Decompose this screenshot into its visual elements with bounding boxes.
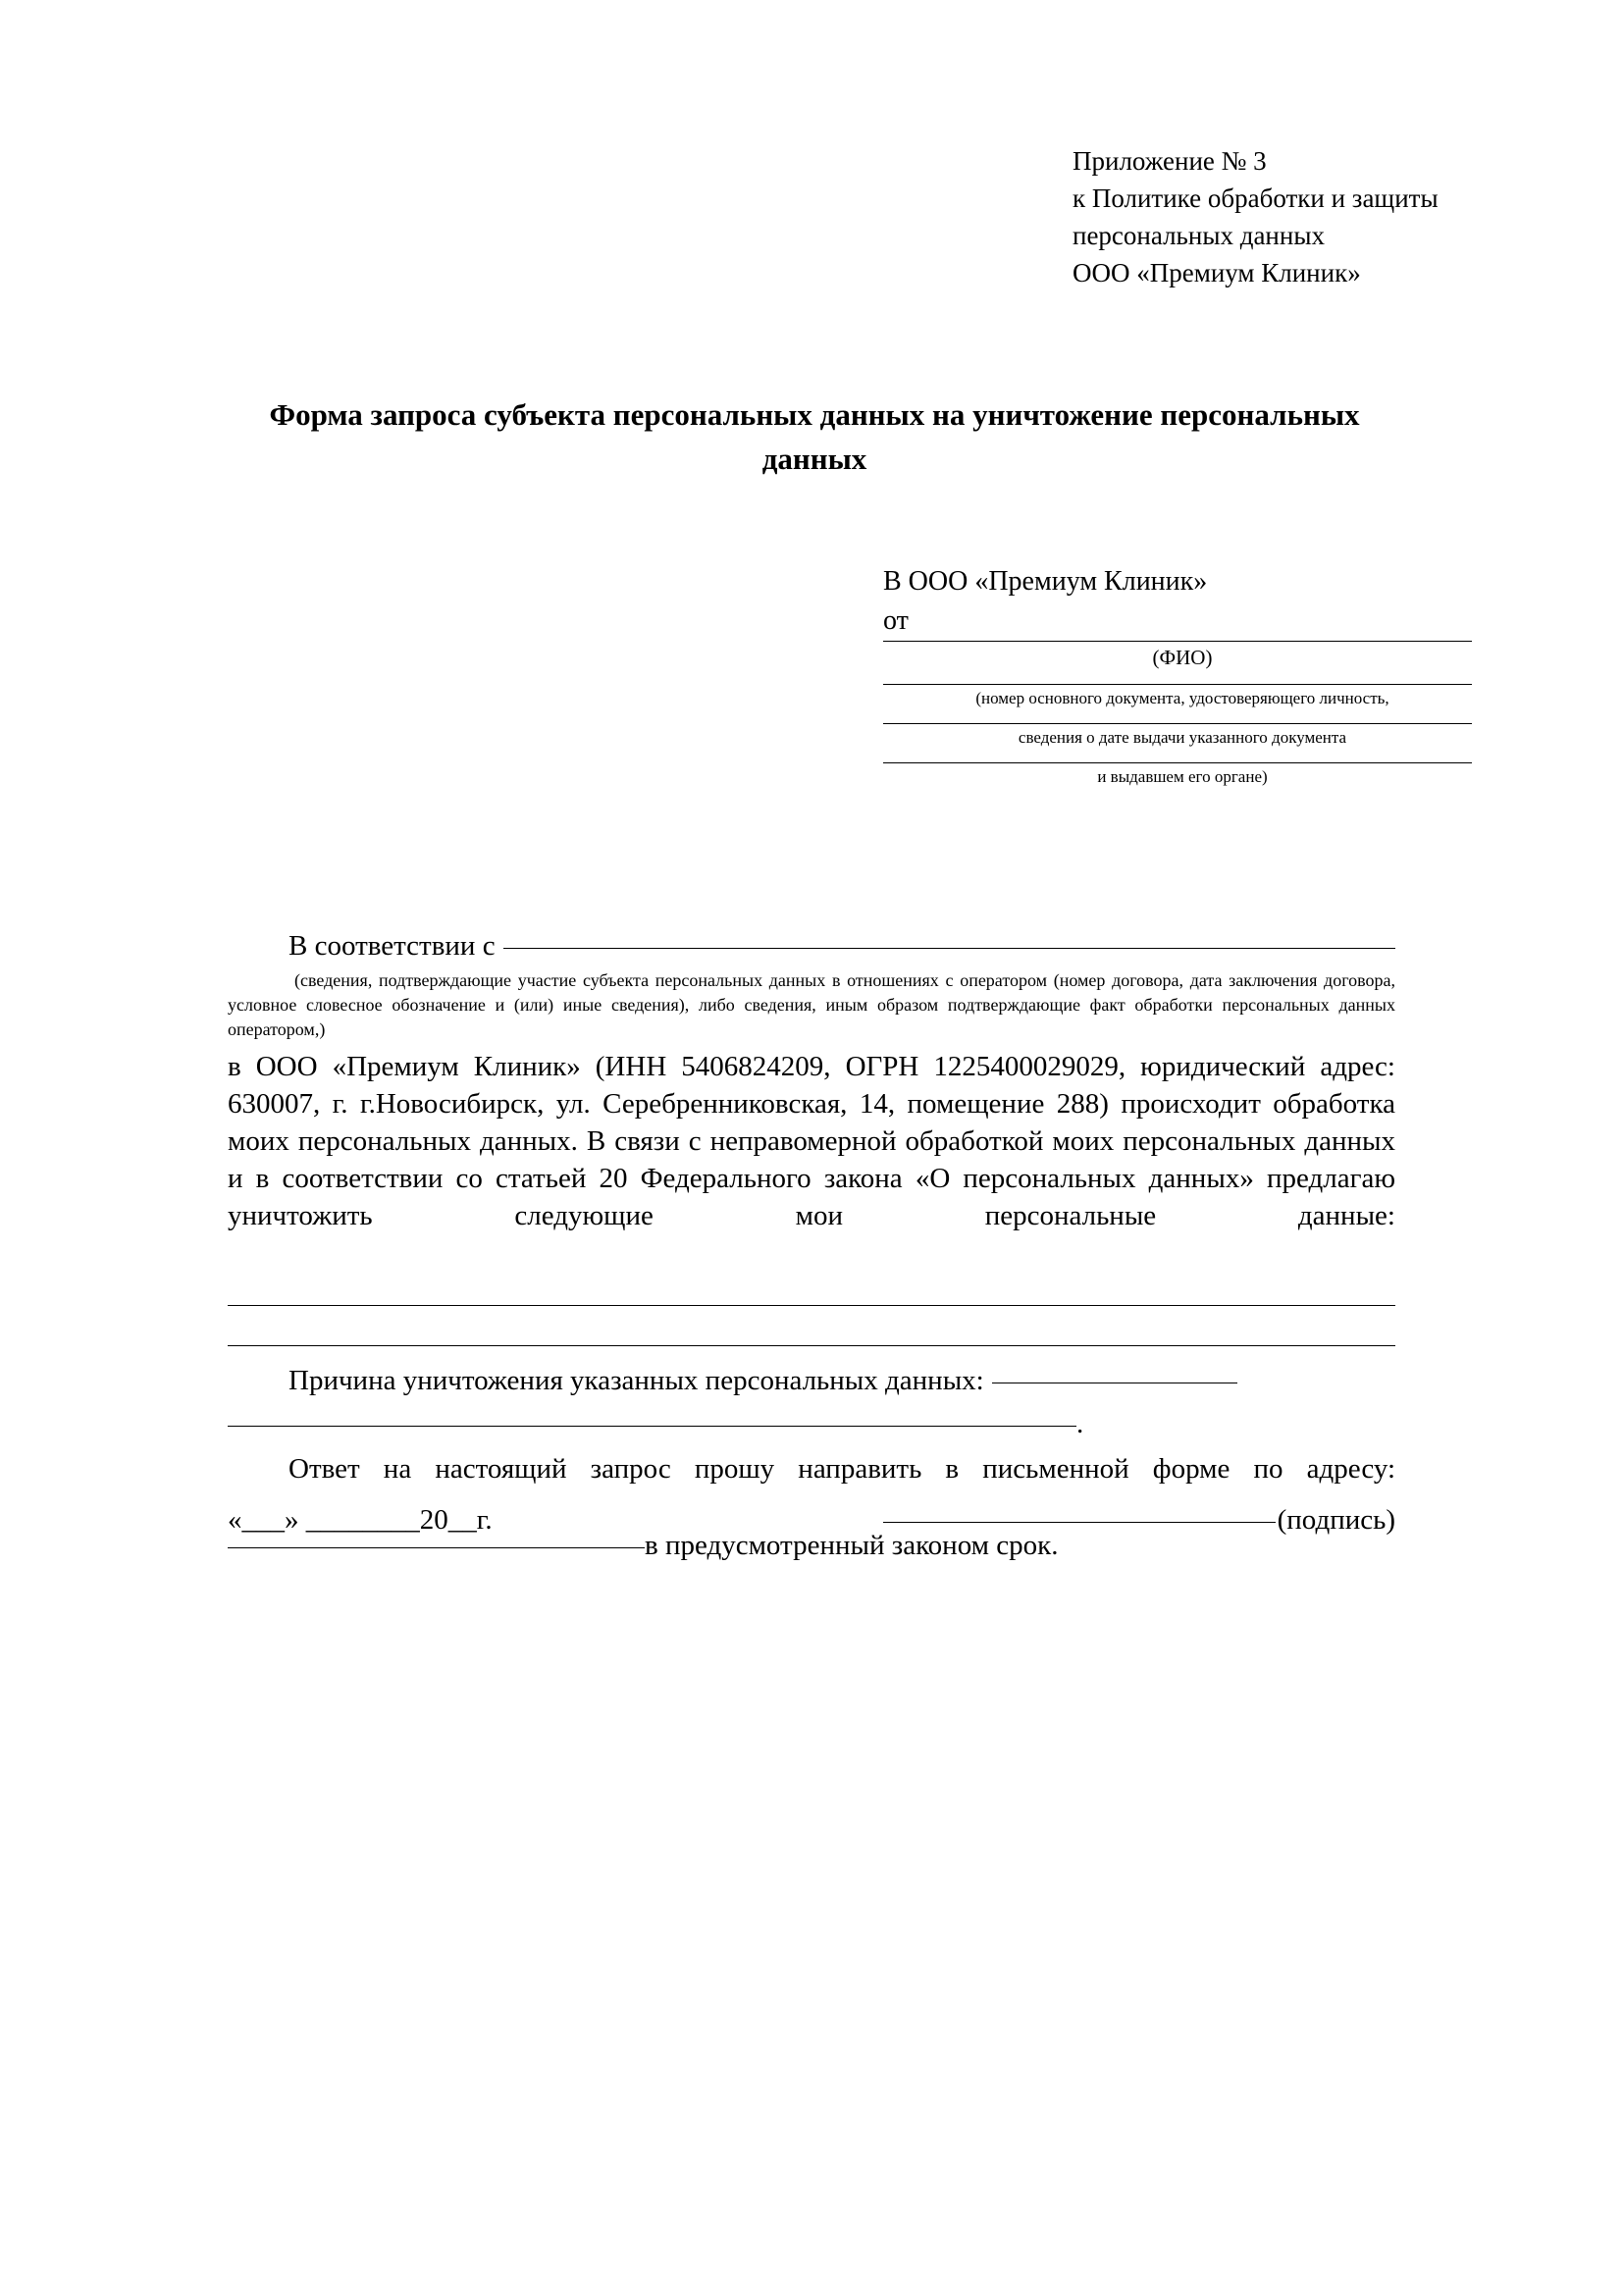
page-title-line-1: Форма запроса субъекта персональных данных на уничтожение [269, 397, 1153, 432]
document-number-caption: (номер основного документа, удостоверяющего личность, [975, 689, 1389, 707]
in-accordance-label: В соответствии с [288, 930, 496, 962]
reason-input-line-2[interactable] [228, 1426, 1076, 1427]
appendix-reference [1073, 142, 1563, 291]
main-paragraph: в ООО «Премиум Клиник» (ИНН 5406824209, ОГРН 1225400029029, юридический адрес: 630007, г. г.Новосибирск, ул. Серебренниковская, 14, помещение 288) происходит обработка моих персональных данных. В связи с неправомерной обработкой моих персональных данных и в соответствии со статьей 20 Федерального закона «О персональных данных» предлагаю уничтожить следующие мои персональные данные: [228, 1051, 1395, 1231]
reason-label: Причина уничтожения указанных персональных данных: [288, 1365, 984, 1396]
reason-period: . [1076, 1408, 1084, 1439]
document-body [228, 927, 1395, 1564]
data-list-line-1[interactable] [228, 1305, 1395, 1306]
document-date-caption: сведения о дате выдачи указанного документа [1018, 728, 1347, 747]
in-accordance-note [228, 968, 1395, 1042]
reason-tail-row [228, 1405, 1395, 1442]
document-number-input-line[interactable] [883, 684, 1472, 685]
signature-row [228, 1501, 1395, 1539]
answer-paragraph-text: Ответ на настоящий запрос прошу направить в письменной форме по адресу: [288, 1453, 1395, 1485]
addressee-from-label: от [883, 605, 909, 636]
signature-field-group [883, 1501, 1395, 1539]
fio-input-line[interactable] [883, 641, 1472, 642]
document-date-input-line[interactable] [883, 723, 1472, 724]
appendix-line-4: ООО «Премиум Клиник» [1073, 258, 1361, 287]
signature-caption: (подпись) [1277, 1504, 1395, 1536]
answer-address-input-line[interactable] [228, 1547, 645, 1548]
fio-caption: (ФИО) [1152, 646, 1213, 669]
addressee-organization: В ООО «Премиум Клиник» [883, 566, 1208, 597]
data-list-line-2[interactable] [228, 1345, 1395, 1346]
document-issuer-input-line[interactable] [883, 762, 1472, 763]
reason-row [228, 1362, 1395, 1399]
appendix-line-1: Приложение № 3 [1073, 146, 1267, 176]
signature-input-line[interactable] [883, 1522, 1276, 1523]
addressee-block [883, 564, 1482, 802]
page-title [226, 392, 1403, 481]
date-field[interactable]: «___» ________20__г. [228, 1504, 493, 1536]
note-indent [228, 970, 294, 990]
appendix-line-2: к Политике обработки и защиты [1073, 183, 1439, 213]
note-text: (сведения, подтверждающие участие субъекта персональных данных в отношениях с оператором (номер договора, дата заключения договора, условное словесное обозначение и (или) иные сведения), либо сведения, иным образом подтверждающие факт обработки персональных данных оператором,) [228, 970, 1395, 1039]
in-accordance-input-line[interactable] [503, 948, 1395, 949]
appendix-line-3: персональных данных [1073, 221, 1325, 250]
page-title-line-2: персональных данных [761, 397, 1360, 476]
document-issuer-caption: и выдавшем его органе) [1097, 767, 1268, 786]
answer-tail-text: в предусмотренный законом срок. [645, 1530, 1059, 1561]
in-accordance-row [228, 927, 1395, 965]
